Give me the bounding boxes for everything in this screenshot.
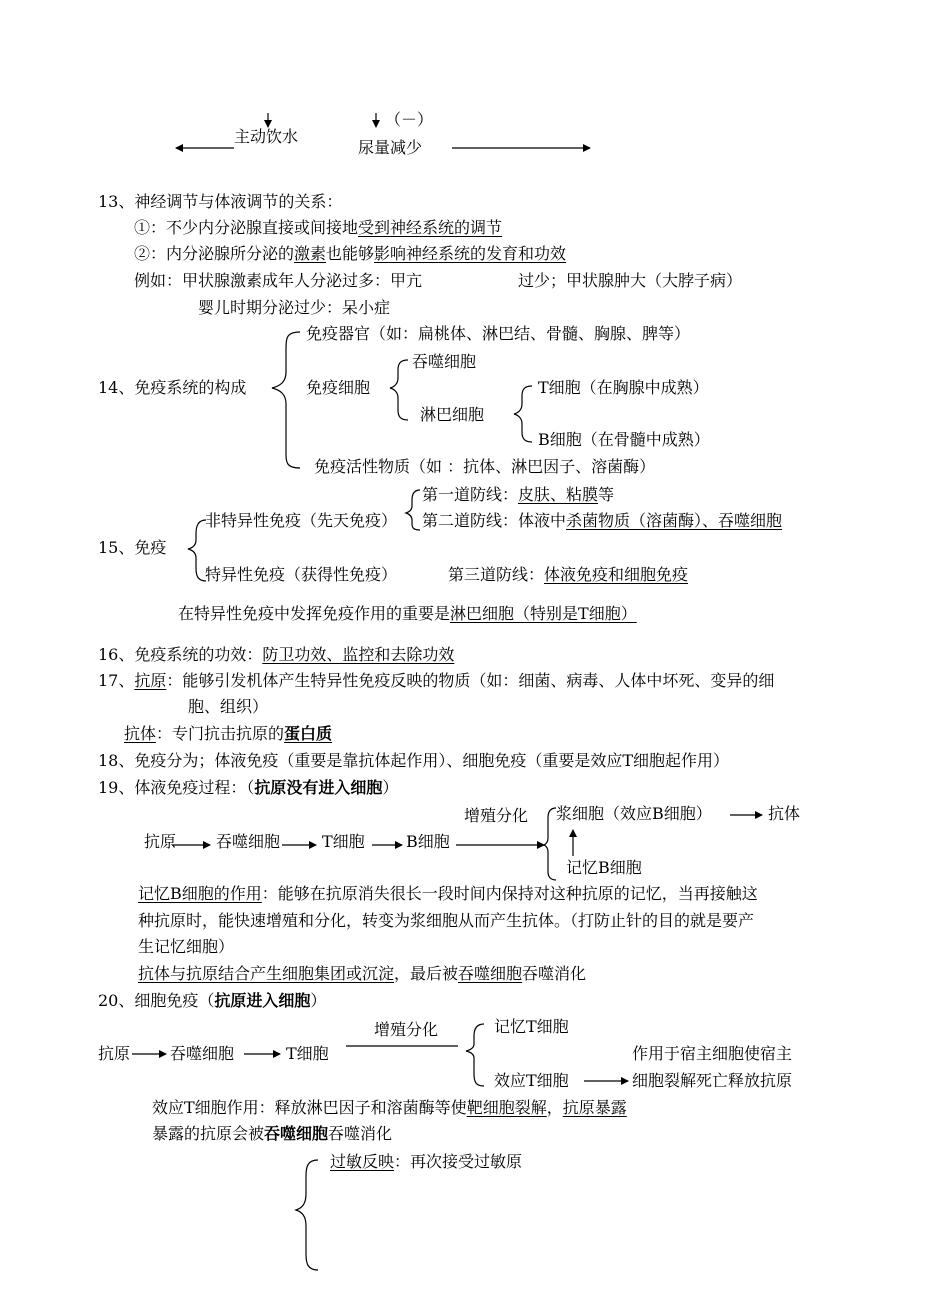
t-cell: T细胞（在胸腺中成熟） (538, 378, 709, 397)
active-substance: 免疫活性物质（如 ：抗体、淋巴因子、溶菌酶） (314, 457, 656, 476)
second-line-b: 杀菌物质（溶菌酶）、吞噬细胞 (566, 511, 783, 530)
phagocyte: 吞噬细胞 (412, 352, 477, 371)
urine-label: 尿量减少 (358, 138, 423, 157)
second-line (422, 511, 782, 531)
s14-brace-main (272, 332, 300, 468)
s15-title: 15、免疫 (98, 538, 167, 557)
s20-title (98, 991, 326, 1011)
allergy-term: 过敏反映 (330, 1152, 395, 1171)
s16 (98, 645, 454, 665)
s20-act2: 细胞裂解死亡释放抗原 (632, 1071, 793, 1090)
third-line (448, 565, 688, 585)
s19-title-bold: 抗原没有进入细胞 (254, 778, 383, 797)
s19-antigen: 抗原 (144, 832, 177, 851)
s13-line2-a: ②：内分泌腺所分泌的 (134, 244, 295, 263)
s20-title-a: 20、细胞免疫（ (98, 991, 215, 1010)
s20-p2-b: 吞噬细胞 (264, 1124, 329, 1143)
drink-label: 主动饮水 (234, 127, 299, 146)
specific-immunity: 特异性免疫（获得性免疫） (205, 565, 398, 584)
s19-prolif: 增殖分化 (464, 806, 529, 825)
s13-infant: 婴儿时期分泌过少：呆小症 (198, 298, 391, 317)
s20-memt: 记忆T细胞 (494, 1017, 569, 1036)
s20-p1-a: 效应T细胞作用：释放淋巴因子和溶菌酶等使 (152, 1098, 467, 1117)
s19-t: T细胞 (322, 832, 365, 851)
s14-title: 14、免疫系统的构成 (98, 378, 247, 397)
s13-line2-d: 影响神经系统的发育和功效 (374, 244, 567, 263)
s19-p4-b: ，最后被 (394, 964, 459, 983)
first-line-c: 等 (598, 485, 615, 504)
s19-title (98, 778, 398, 798)
s20-antigen: 抗原 (98, 1044, 131, 1063)
s18: 18、免疫分为；体液免疫（重要是靠抗体起作用）、细胞免疫（重要是效应T细胞起作用） (98, 751, 730, 770)
s17-def1: ：能够引发机体产生特异性免疫反映的物质（如：细菌、病毒、人体中坏死、变异的细 (166, 671, 775, 690)
immune-organ: 免疫器官（如：扁桃体、淋巴结、骨髓、胸腺、脾等） (306, 324, 691, 343)
b-cell: B细胞（在骨髓中成熟） (538, 430, 710, 449)
allergy-line (330, 1152, 522, 1172)
s13-title: 13、神经调节与体液调节的关系： (98, 192, 343, 211)
allergy-brace (296, 1160, 318, 1270)
s20-p1 (152, 1098, 627, 1118)
s19-title-a: 19、体液免疫过程：（ (98, 778, 255, 797)
s20-p2-c: 吞噬消化 (328, 1124, 393, 1143)
s17-antibody-line (124, 724, 332, 744)
third-line-b: 体液免疫和细胞免疫 (544, 565, 689, 584)
s19-phago: 吞噬细胞 (216, 832, 281, 851)
s14-brace-cell (390, 360, 408, 420)
third-line-a: 第三道防线： (448, 565, 545, 584)
s13-line1-b: 受到神经系统的调节 (358, 218, 503, 237)
nonspecific-immunity: 非特异性免疫（先天免疫） (205, 511, 398, 530)
second-line-a: 第二道防线：体液中 (422, 511, 567, 530)
s19-p4-a: 抗体与抗原结合产生细胞集团或沉淀 (138, 964, 395, 983)
s20-p1-b: 靶细胞裂解 (466, 1098, 547, 1117)
s13-line2-b: 激素 (294, 244, 327, 263)
s20-title-close: ） (310, 991, 327, 1010)
s15-note (178, 604, 637, 624)
s20-brace (466, 1024, 484, 1086)
s19-p1-a: 记忆B细胞的作用 (138, 884, 262, 903)
s19-b: B细胞 (406, 832, 450, 851)
s17-adef: ：专门抗击抗原的 (156, 724, 285, 743)
s20-p2-a: 暴露的抗原会被 (152, 1124, 265, 1143)
s19-plasma: 浆细胞（效应B细胞） (556, 804, 712, 823)
s13-line2-c: 也能够 (326, 244, 375, 263)
s19-p4-d: 吞噬消化 (522, 964, 587, 983)
immune-cell: 免疫细胞 (306, 378, 371, 397)
s20-eff: 效应T细胞 (494, 1071, 569, 1090)
first-line-a: 第一道防线： (422, 485, 519, 504)
s20-p1-c: ， (546, 1098, 563, 1117)
s19-p3: 生记忆细胞） (138, 937, 235, 956)
s20-p1-d: 抗原暴露 (562, 1098, 627, 1117)
s15-note-a: 在特异性免疫中发挥免疫作用的重要是 (178, 604, 451, 623)
first-line-b: 皮肤、粘膜 (518, 485, 599, 504)
s20-phago: 吞噬细胞 (170, 1044, 235, 1063)
lymphocyte: 淋巴细胞 (420, 405, 485, 424)
s20-prolif: 增殖分化 (374, 1020, 439, 1039)
s19-p1-b: ：能够在抗原消失很长一段时间内保持对这种抗原的记忆，当再接触这 (261, 884, 758, 903)
s20-act1: 作用于宿主细胞使宿主 (632, 1044, 793, 1063)
s20-title-bold: 抗原进入细胞 (214, 991, 311, 1010)
s19-p2: 种抗原时，能快速增殖和分化，转变为浆细胞从而产生抗体。（打防止针的目的就是要产 (138, 911, 755, 930)
s16-a: 16、免疫系统的功效： (98, 645, 263, 664)
negative-label: （－） (385, 110, 434, 129)
s13-line1-a: ①：不少内分泌腺直接或间接地 (134, 218, 359, 237)
s19-antibody: 抗体 (768, 804, 801, 823)
s16-b: 防卫功效、监控和去除功效 (262, 645, 455, 664)
s17-line1 (98, 671, 774, 691)
first-line (422, 485, 614, 505)
s15-brace-nonspec (406, 490, 420, 530)
s17-num: 17、 (98, 671, 135, 690)
s17-antibody: 抗体 (124, 724, 157, 743)
s14-brace-lymph (514, 386, 532, 442)
s19-p1 (138, 884, 758, 904)
s17-antigen: 抗原 (134, 671, 167, 690)
s13-example-low: 过少；甲状腺肿大（大脖子病） (518, 271, 743, 290)
s19-memb: 记忆B细胞 (566, 858, 642, 877)
allergy-def: ：再次接受过敏原 (394, 1152, 523, 1171)
s15-brace-main (188, 520, 206, 581)
s13-line1 (134, 218, 502, 238)
s19-p4-c: 吞噬细胞 (458, 964, 523, 983)
s13-line2 (134, 244, 566, 264)
s20-t: T细胞 (286, 1044, 329, 1063)
s17-protein: 蛋白质 (284, 724, 333, 743)
s15-note-b: 淋巴细胞（特别是T细胞） (450, 604, 637, 623)
s17-def2: 胞、组织） (188, 697, 269, 716)
s19-brace (544, 808, 556, 880)
s13-example: 例如：甲状腺激素成年人分泌过多：甲亢 (134, 271, 423, 290)
s20-p2 (152, 1124, 392, 1144)
s19-title-close: ） (382, 778, 399, 797)
s19-p4 (138, 964, 586, 984)
